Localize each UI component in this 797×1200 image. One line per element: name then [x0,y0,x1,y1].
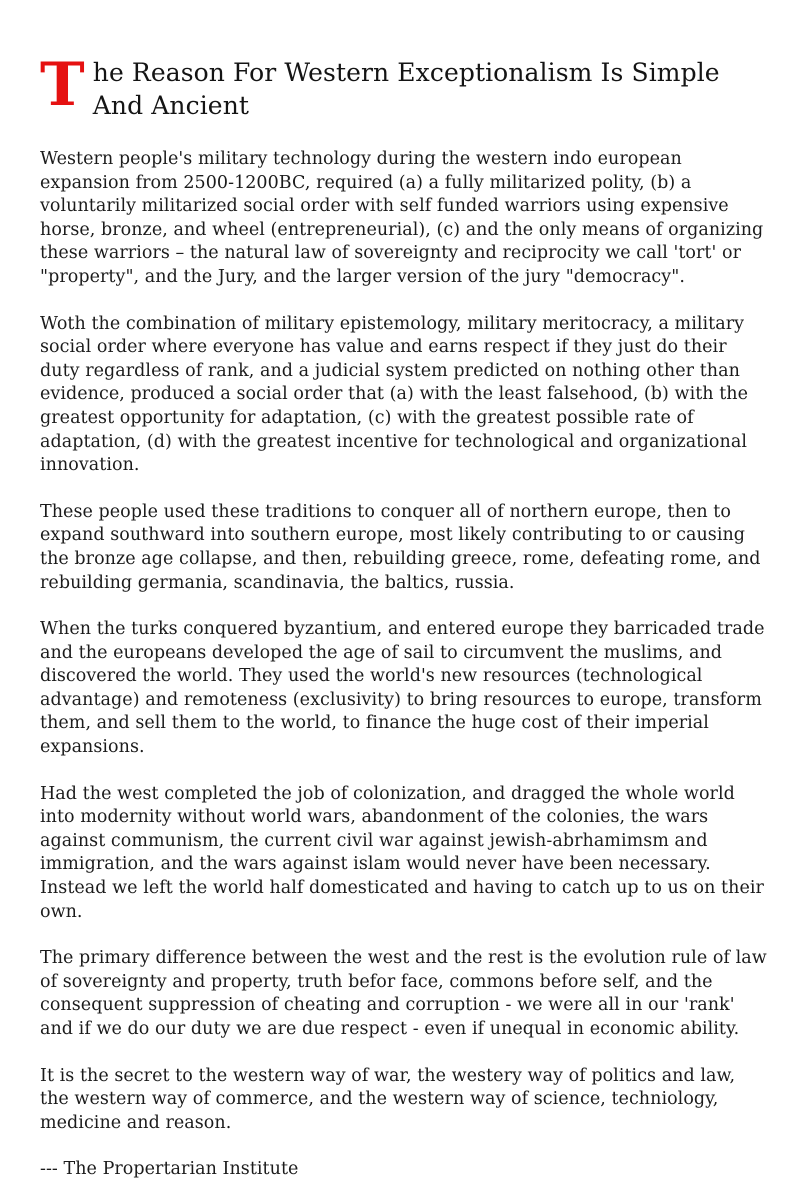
article-title-text: he Reason For Western Exceptionalism Is Simple And Ancient [92,58,720,120]
dropcap-letter: T [40,50,85,120]
paragraph-2: Woth the combination of military epistemology, military meritocracy, a military social order where everyone has value and earns respect if they just do their duty regardless of rank, and a judicial system predicted on nothing other than evidence, produced a social order that (a) with the least falsehood, (b) with the greatest opportunity for adaptation, (c) with the greatest possible rate of adaptation, (d) with the greatest incentive for technological and organizational innovation. [40,313,749,476]
article-body [40,148,767,1182]
signature: --- The Propertarian Institute [40,1159,299,1180]
paragraph-6: The primary difference between the west and the rest is the evolution rule of law of sovereignty and property, truth befor face, commons before self, and the consequent suppression of cheating and corruption - we were all in our 'rank' and if we do our duty we are due respect - even if unequal in economic ability. [40,948,767,1039]
paragraph-3: These people used these traditions to conquer all of northern europe, then to expand southward into southern europe, most likely contributing to or causing the bronze age collapse, and then, rebuilding greece, rome, defeating rome, and rebuilding germania, scandinavia, the baltics, russia. [40,501,761,593]
paragraph-7: It is the secret to the western way of war, the westery way of politics and law, the western way of commerce, and the western way of science, techniology, medicine and reason. [40,1065,736,1133]
article-title [40,50,730,122]
paragraph-1: Western people's military technology during the western indo european expansion from 2500-1200BC, required (a) a fully militarized polity, (b) a voluntarily militarized social order with self funded warriors using expensive horse, bronze, and wheel (entrepreneurial), (c) and the only means of organizing these warriors – the natural law of sovereignty and reciprocity we call 'tort' or "property", and the Jury, and the larger version of the jury "democracy". [40,149,764,287]
paragraph-5: Had the west completed the job of colonization, and dragged the whole world into modernity without world wars, abandonment of the colonies, the wars against communism, the current civil war against jewish-abrhamimsm and immigration, and the wars against islam would never have been necessary. Instead we left the world half domesticated and having to catch up to us on their own. [40,783,764,922]
paragraph-4: When the turks conquered byzantium, and entered europe they barricaded trade and the europeans developed the age of sail to circumvent the muslims, and discovered the world. They used the world's new resources (technological advantage) and remoteness (exclusivity) to bring resources to europe, transform them, and sell them to the world, to finance the huge cost of their imperial expansions. [40,619,765,758]
